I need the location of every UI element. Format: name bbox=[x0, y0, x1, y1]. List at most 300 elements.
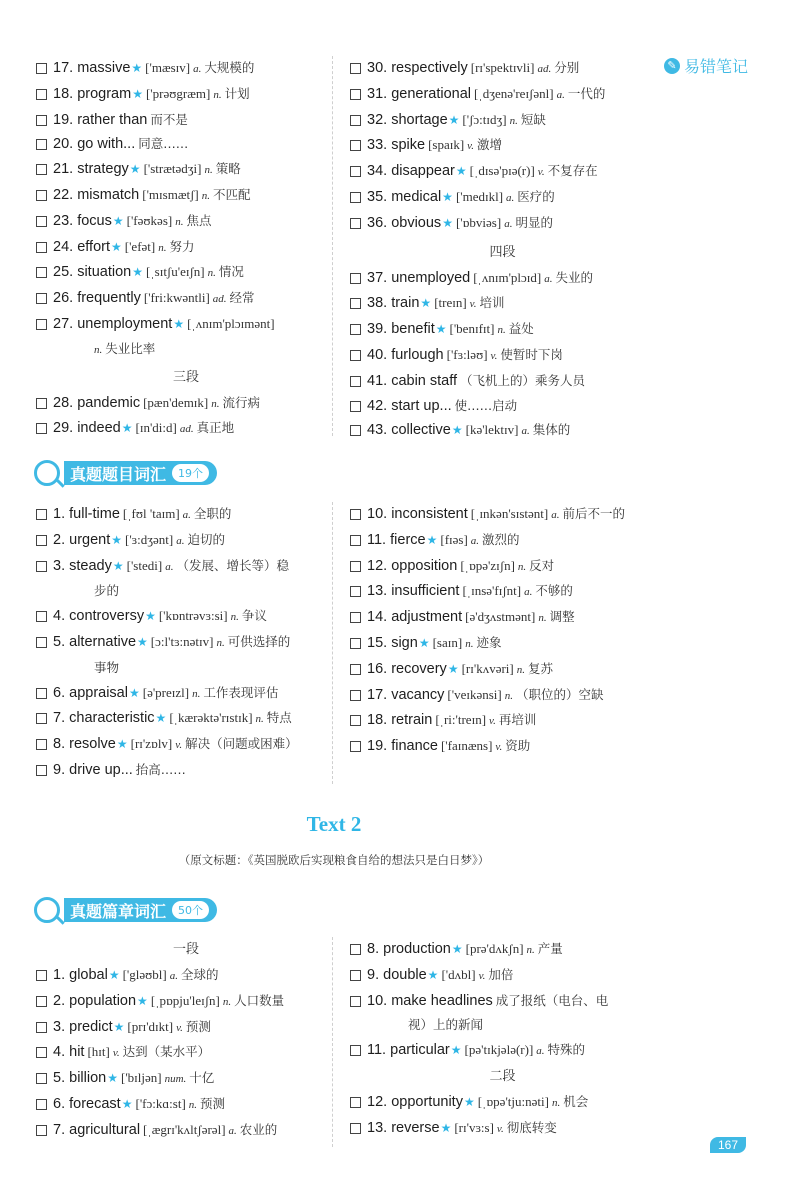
star-icon: ★ bbox=[442, 189, 453, 204]
part-of-speech: n. bbox=[230, 611, 239, 624]
entry-word: resolve bbox=[69, 736, 116, 753]
phonetic: ['bɪljən] bbox=[120, 1070, 162, 1086]
checkbox[interactable] bbox=[350, 401, 361, 412]
part-of-speech: n. bbox=[211, 397, 220, 410]
entry-number: 17. bbox=[367, 686, 388, 703]
definition: 明显的 bbox=[515, 214, 553, 230]
phonetic: [ˌkærəktə'rɪstɪk] bbox=[169, 710, 253, 726]
star-icon: ★ bbox=[426, 532, 438, 547]
entry-number: 16. bbox=[367, 660, 388, 677]
entry-body bbox=[53, 108, 188, 133]
star-icon: ★ bbox=[110, 239, 122, 254]
vocab-entry bbox=[350, 657, 655, 683]
checkbox[interactable] bbox=[350, 192, 361, 203]
entry-word: pandemic bbox=[77, 394, 141, 411]
checkbox[interactable] bbox=[36, 996, 47, 1007]
checkbox[interactable] bbox=[36, 63, 47, 74]
star-icon: ★ bbox=[155, 711, 167, 726]
definition: 十亿 bbox=[189, 1070, 215, 1086]
checkbox[interactable] bbox=[350, 561, 361, 572]
entry-word: agricultural bbox=[69, 1121, 141, 1138]
checkbox[interactable] bbox=[36, 611, 47, 622]
phonetic: [ɔ:l'tɜ:nətɪv] bbox=[150, 633, 214, 649]
paragraph-heading: 二段 bbox=[489, 1068, 516, 1084]
entry-number: 34. bbox=[367, 163, 388, 180]
checkbox[interactable] bbox=[36, 509, 47, 520]
star-icon: ★ bbox=[112, 558, 124, 573]
phonetic: ['gləʊbl] bbox=[122, 967, 167, 982]
entry-body bbox=[53, 56, 254, 82]
entry-body bbox=[367, 56, 579, 82]
checkbox[interactable] bbox=[350, 115, 361, 126]
entry-word: go with... bbox=[77, 136, 136, 153]
definition: （职位的）空缺 bbox=[515, 686, 604, 702]
brand-label: 易错笔记 bbox=[683, 57, 748, 76]
definition: 特点 bbox=[266, 710, 292, 726]
phonetic: ['dʌbl] bbox=[441, 966, 476, 982]
part-of-speech: v. bbox=[495, 741, 503, 754]
star-icon: ★ bbox=[111, 532, 123, 547]
definition: 预测 bbox=[185, 1018, 211, 1034]
part-of-speech: n. bbox=[201, 189, 211, 202]
phonetic: [prə'dʌkʃn] bbox=[465, 941, 524, 956]
definition: 成了报纸（电台、电 bbox=[495, 992, 609, 1008]
paragraph-heading: 三段 bbox=[172, 369, 199, 385]
entry-word: recovery bbox=[391, 660, 447, 677]
phonetic: ['veɪkənsi] bbox=[447, 686, 502, 702]
vocab-entry bbox=[350, 1116, 655, 1142]
checkbox[interactable] bbox=[350, 1123, 361, 1134]
definition: 农业的 bbox=[239, 1121, 278, 1137]
entry-word: controversy bbox=[69, 608, 145, 625]
definition: 激烈的 bbox=[482, 531, 520, 547]
checkbox[interactable] bbox=[350, 638, 361, 649]
checkbox[interactable] bbox=[36, 637, 47, 648]
part-of-speech: v. bbox=[176, 1021, 183, 1034]
part-of-speech: v. bbox=[467, 140, 474, 153]
phonetic: ['fɜ:ləʊ] bbox=[446, 346, 488, 362]
definition: 事物 bbox=[94, 659, 120, 675]
vocab-entry bbox=[350, 343, 655, 369]
part-of-speech: a. bbox=[193, 63, 202, 75]
checkbox[interactable] bbox=[350, 741, 361, 752]
vocab-entry bbox=[36, 1092, 336, 1118]
part-of-speech: n. bbox=[188, 1098, 198, 1111]
entry-word: make headlines bbox=[391, 992, 493, 1009]
checkbox[interactable] bbox=[36, 765, 47, 776]
section1-left-column bbox=[36, 56, 336, 442]
section3-left-column bbox=[36, 937, 336, 1144]
vocab-entry bbox=[36, 312, 336, 363]
entry-number: 7. bbox=[53, 710, 66, 727]
entry-body bbox=[367, 343, 563, 369]
phonetic: ['strætədʒi] bbox=[143, 161, 202, 177]
entry-body bbox=[53, 963, 219, 989]
phonetic: [rɪ'kʌvəri] bbox=[461, 660, 514, 676]
entry-word: insufficient bbox=[391, 583, 460, 600]
entry-number: 1. bbox=[53, 967, 66, 983]
vocab-entry bbox=[36, 732, 336, 758]
checkbox[interactable] bbox=[36, 688, 47, 699]
checkbox[interactable] bbox=[350, 1097, 361, 1108]
part-of-speech: n. bbox=[158, 241, 167, 254]
part-of-speech: n. bbox=[204, 164, 213, 177]
checkbox[interactable] bbox=[36, 1099, 47, 1110]
vocab-entry bbox=[350, 1038, 655, 1064]
entry-number: 12. bbox=[367, 557, 388, 574]
checkbox[interactable] bbox=[350, 664, 361, 675]
entry-word: cabin staff bbox=[391, 372, 458, 389]
part-of-speech: n. bbox=[509, 114, 518, 127]
checkbox[interactable] bbox=[36, 89, 47, 100]
phonetic: [spaɪk] bbox=[428, 137, 465, 153]
vocab-entry bbox=[36, 1118, 336, 1144]
star-icon: ★ bbox=[132, 86, 143, 101]
star-icon: ★ bbox=[447, 661, 459, 676]
star-icon: ★ bbox=[128, 685, 140, 700]
entry-number: 13. bbox=[367, 1119, 388, 1136]
entry-number: 4. bbox=[53, 608, 66, 625]
checkbox[interactable] bbox=[36, 535, 47, 546]
vocab-entry bbox=[36, 681, 336, 707]
entry-word: situation bbox=[77, 264, 132, 281]
entry-number: 25. bbox=[53, 264, 74, 281]
checkbox[interactable] bbox=[350, 218, 361, 229]
checkbox[interactable] bbox=[36, 423, 47, 434]
part-of-speech: v. bbox=[469, 298, 477, 311]
definition: 机会 bbox=[563, 1093, 589, 1109]
definition: （发展、增长等）稳 bbox=[176, 557, 289, 573]
definition: 失业比率 bbox=[105, 340, 156, 356]
entry-word: finance bbox=[391, 738, 438, 755]
definition: 迫切的 bbox=[187, 531, 226, 547]
star-icon: ★ bbox=[112, 213, 124, 228]
entry-body bbox=[53, 1040, 210, 1066]
definition: 加倍 bbox=[488, 966, 514, 982]
definition: 迹象 bbox=[476, 634, 502, 650]
star-icon: ★ bbox=[420, 296, 432, 311]
entry-number: 26. bbox=[53, 290, 74, 307]
part-of-speech: n. bbox=[538, 612, 547, 625]
phonetic: [ˌsɪtʃu'eɪʃn] bbox=[145, 264, 205, 280]
definition: 视）上的新闻 bbox=[408, 1017, 484, 1033]
checkbox[interactable] bbox=[350, 690, 361, 701]
checkbox[interactable] bbox=[36, 398, 47, 409]
star-icon: ★ bbox=[108, 968, 120, 982]
entry-word: double bbox=[383, 966, 427, 983]
checkbox[interactable] bbox=[36, 1022, 47, 1033]
entry-number: 3. bbox=[53, 557, 66, 574]
checkbox[interactable] bbox=[350, 944, 361, 955]
checkbox[interactable] bbox=[36, 713, 47, 724]
banner-bar bbox=[64, 461, 217, 485]
entry-body bbox=[53, 235, 195, 261]
checkbox[interactable] bbox=[36, 139, 47, 150]
entry-word: appraisal bbox=[69, 684, 128, 701]
part-of-speech: v. bbox=[175, 739, 183, 752]
checkbox[interactable] bbox=[36, 561, 47, 572]
entry-body bbox=[53, 989, 284, 1015]
star-icon: ★ bbox=[113, 1019, 125, 1034]
checkbox[interactable] bbox=[350, 509, 361, 520]
vocab-entry bbox=[36, 963, 336, 989]
part-of-speech: a. bbox=[470, 534, 480, 547]
vocab-entry bbox=[350, 211, 655, 237]
checkbox[interactable] bbox=[36, 164, 47, 175]
checkbox[interactable] bbox=[350, 324, 361, 335]
entry-word: forecast bbox=[69, 1095, 121, 1112]
definition: 复苏 bbox=[527, 660, 553, 676]
entry-word: effort bbox=[77, 238, 110, 255]
vocab-entry bbox=[350, 1090, 655, 1116]
entry-body bbox=[53, 706, 292, 732]
definition: 焦点 bbox=[186, 212, 212, 228]
checkbox[interactable] bbox=[350, 350, 361, 361]
entry-body bbox=[53, 528, 225, 554]
part-of-speech: n. bbox=[175, 215, 184, 228]
entry-word: sign bbox=[391, 634, 418, 651]
entry-body bbox=[53, 604, 267, 630]
phonetic: [pə'tɪkjələ(r)] bbox=[464, 1042, 534, 1058]
entry-number: 5. bbox=[53, 633, 66, 650]
definition: （飞机上的）乘务人员 bbox=[460, 372, 586, 388]
checkbox[interactable] bbox=[350, 586, 361, 597]
entry-number: 9. bbox=[367, 966, 380, 983]
checkbox[interactable] bbox=[36, 1047, 47, 1058]
part-of-speech: a. bbox=[556, 88, 565, 101]
entry-body bbox=[53, 1118, 277, 1144]
entry-body bbox=[53, 132, 188, 157]
checkbox[interactable] bbox=[350, 89, 361, 100]
vocab-entry bbox=[36, 286, 336, 312]
vocab-entry bbox=[36, 554, 336, 605]
definition: 产量 bbox=[537, 941, 563, 956]
definition-continued bbox=[367, 1013, 608, 1038]
magnifier-icon bbox=[34, 897, 60, 923]
phonetic: [ə'dʒʌstmənt] bbox=[465, 609, 536, 625]
entry-body bbox=[53, 732, 298, 758]
part-of-speech: a. bbox=[182, 509, 191, 521]
phonetic: [ˌɒpə'zɪʃn] bbox=[460, 557, 515, 573]
entry-word: retrain bbox=[391, 712, 433, 729]
part-of-speech: n. bbox=[551, 1096, 561, 1109]
checkbox[interactable] bbox=[350, 166, 361, 177]
banner-title: 真题篇章词汇 bbox=[70, 901, 167, 921]
phonetic: ['benɪfɪt] bbox=[449, 321, 495, 337]
star-icon: ★ bbox=[455, 164, 467, 179]
definition: 资助 bbox=[505, 738, 531, 754]
part-of-speech: ad. bbox=[179, 423, 194, 436]
entry-number: 19. bbox=[367, 738, 388, 755]
entry-body bbox=[53, 260, 244, 286]
entry-word: global bbox=[69, 967, 108, 983]
part-of-speech: n. bbox=[516, 663, 525, 676]
star-icon: ★ bbox=[448, 112, 460, 127]
phonetic: [saɪn] bbox=[432, 634, 463, 650]
phonetic: ['fri:kwəntli] bbox=[143, 290, 210, 306]
checkbox[interactable] bbox=[36, 1073, 47, 1084]
checkbox[interactable] bbox=[350, 996, 361, 1007]
entry-number: 24. bbox=[53, 238, 74, 255]
phonetic: ['mɪsmætʃ] bbox=[142, 186, 199, 202]
entry-body bbox=[367, 211, 553, 237]
vocab-entry bbox=[36, 1015, 336, 1041]
checkbox[interactable] bbox=[350, 140, 361, 151]
checkbox[interactable] bbox=[350, 376, 361, 387]
checkbox[interactable] bbox=[36, 216, 47, 227]
checkbox[interactable] bbox=[36, 190, 47, 201]
word-count-badge: 19个 bbox=[172, 464, 209, 482]
checkbox[interactable] bbox=[350, 1045, 361, 1056]
vocab-entry bbox=[350, 683, 655, 709]
entry-word: mismatch bbox=[77, 186, 140, 203]
phonetic: [ˌɪnkən'sɪstənt] bbox=[470, 506, 549, 521]
phonetic: [ˌɒpə'tju:nəti] bbox=[477, 1093, 549, 1109]
definition: 可供选择的 bbox=[227, 633, 291, 649]
entry-word: benefit bbox=[391, 321, 435, 338]
entry-number: 27. bbox=[53, 315, 74, 332]
vocab-entry bbox=[36, 132, 336, 157]
checkbox[interactable] bbox=[350, 535, 361, 546]
vocab-entry bbox=[36, 1066, 336, 1092]
definition: 调整 bbox=[549, 609, 575, 625]
definition: 策略 bbox=[215, 161, 241, 177]
entry-body bbox=[367, 708, 536, 734]
checkbox[interactable] bbox=[350, 425, 361, 436]
part-of-speech: a. bbox=[176, 534, 185, 547]
star-icon: ★ bbox=[107, 1071, 118, 1086]
checkbox[interactable] bbox=[36, 267, 47, 278]
entry-word: hit bbox=[69, 1044, 85, 1061]
entry-word: obvious bbox=[391, 214, 442, 231]
entry-body bbox=[53, 554, 289, 605]
phonetic: [rɪ'zɒlv] bbox=[130, 736, 173, 752]
checkbox[interactable] bbox=[36, 242, 47, 253]
part-of-speech: v. bbox=[489, 715, 496, 728]
entry-number: 17. bbox=[53, 60, 74, 76]
vocab-entry bbox=[36, 209, 336, 235]
phonetic: ['fɔ:kɑ:st] bbox=[135, 1095, 186, 1111]
star-icon: ★ bbox=[463, 1094, 475, 1109]
checkbox[interactable] bbox=[36, 115, 47, 126]
phonetic: [ɪn'di:d] bbox=[135, 420, 177, 436]
entry-number: 11. bbox=[367, 1042, 387, 1059]
definition: 流行病 bbox=[222, 394, 261, 410]
entry-word: full-time bbox=[69, 506, 120, 522]
phonetic: ['mæsɪv] bbox=[145, 60, 191, 75]
entry-body bbox=[367, 418, 570, 444]
definition: 培训 bbox=[479, 295, 505, 311]
part-of-speech: n. bbox=[255, 713, 264, 726]
definition: 同意…… bbox=[138, 136, 189, 152]
entry-number: 7. bbox=[53, 1121, 66, 1138]
definition: 一代的 bbox=[567, 85, 606, 101]
part-of-speech: n. bbox=[465, 637, 474, 650]
entry-word: medical bbox=[391, 188, 442, 205]
entry-number: 36. bbox=[367, 214, 388, 231]
section2-left-column bbox=[36, 502, 336, 783]
section-banner-questions bbox=[34, 460, 217, 486]
vocab-entry bbox=[350, 133, 655, 159]
vocab-entry bbox=[36, 528, 336, 554]
entry-body bbox=[367, 657, 553, 683]
phonetic: ['efət] bbox=[124, 238, 156, 254]
phonetic: ['medɪkl] bbox=[455, 188, 504, 204]
star-icon: ★ bbox=[442, 215, 453, 230]
entry-body bbox=[367, 937, 563, 963]
entry-number: 13. bbox=[367, 583, 388, 600]
checkbox[interactable] bbox=[350, 612, 361, 623]
definition: 而不是 bbox=[150, 111, 188, 127]
part-of-speech: n. bbox=[216, 636, 225, 649]
vocab-entry bbox=[350, 266, 655, 292]
word-count-badge: 50个 bbox=[172, 901, 209, 919]
part-of-speech: a. bbox=[504, 217, 513, 230]
part-of-speech: ad. bbox=[212, 293, 227, 306]
checkbox[interactable] bbox=[350, 970, 361, 981]
vocab-entry bbox=[350, 708, 655, 734]
entry-word: urgent bbox=[69, 531, 111, 548]
checkbox[interactable] bbox=[350, 715, 361, 726]
phonetic: [prɪ'dɪkt] bbox=[127, 1018, 174, 1034]
entry-body bbox=[367, 291, 505, 317]
entry-body bbox=[53, 1092, 225, 1118]
definition: 工作表现评估 bbox=[203, 684, 279, 700]
entry-number: 30. bbox=[367, 60, 388, 76]
entry-body bbox=[367, 185, 555, 211]
section3-right-column bbox=[350, 937, 655, 1142]
entry-number: 6. bbox=[53, 684, 66, 701]
entry-number: 18. bbox=[53, 85, 74, 102]
checkbox[interactable] bbox=[350, 63, 361, 74]
vocab-entry bbox=[350, 734, 655, 760]
checkbox[interactable] bbox=[36, 319, 47, 330]
entry-body bbox=[367, 605, 575, 631]
definition: 全职的 bbox=[193, 506, 232, 521]
entry-word: inconsistent bbox=[391, 506, 468, 522]
definition: 预测 bbox=[200, 1095, 226, 1111]
section2-right-column bbox=[350, 502, 655, 760]
entry-word: indeed bbox=[77, 420, 121, 437]
checkbox[interactable] bbox=[36, 1125, 47, 1136]
checkbox[interactable] bbox=[350, 273, 361, 284]
entry-word: strategy bbox=[77, 161, 129, 178]
vocab-entry bbox=[350, 528, 655, 554]
phonetic: [rɪ'vɜ:s] bbox=[454, 1119, 494, 1135]
phonetic: [kə'lektɪv] bbox=[465, 422, 519, 438]
entry-body bbox=[367, 394, 517, 419]
checkbox[interactable] bbox=[350, 298, 361, 309]
vocab-entry bbox=[350, 605, 655, 631]
entry-word: unemployment bbox=[77, 315, 173, 332]
checkbox[interactable] bbox=[36, 739, 47, 750]
phonetic: [ˌʌnɪm'plɔɪd] bbox=[473, 269, 542, 285]
entry-number: 6. bbox=[53, 1095, 66, 1112]
definition: 情况 bbox=[218, 264, 244, 280]
entry-word: unemployed bbox=[391, 269, 471, 286]
vocab-entry bbox=[350, 937, 655, 963]
entry-word: steady bbox=[69, 557, 112, 574]
entry-word: shortage bbox=[391, 111, 448, 128]
checkbox[interactable] bbox=[36, 293, 47, 304]
entry-number: 28. bbox=[53, 394, 74, 411]
checkbox[interactable] bbox=[36, 970, 47, 981]
vocab-entry bbox=[36, 391, 336, 417]
entry-body bbox=[53, 681, 278, 707]
definition: 前后不一的 bbox=[562, 506, 625, 521]
part-of-speech: v. bbox=[537, 166, 545, 179]
vocab-entry bbox=[350, 82, 655, 108]
